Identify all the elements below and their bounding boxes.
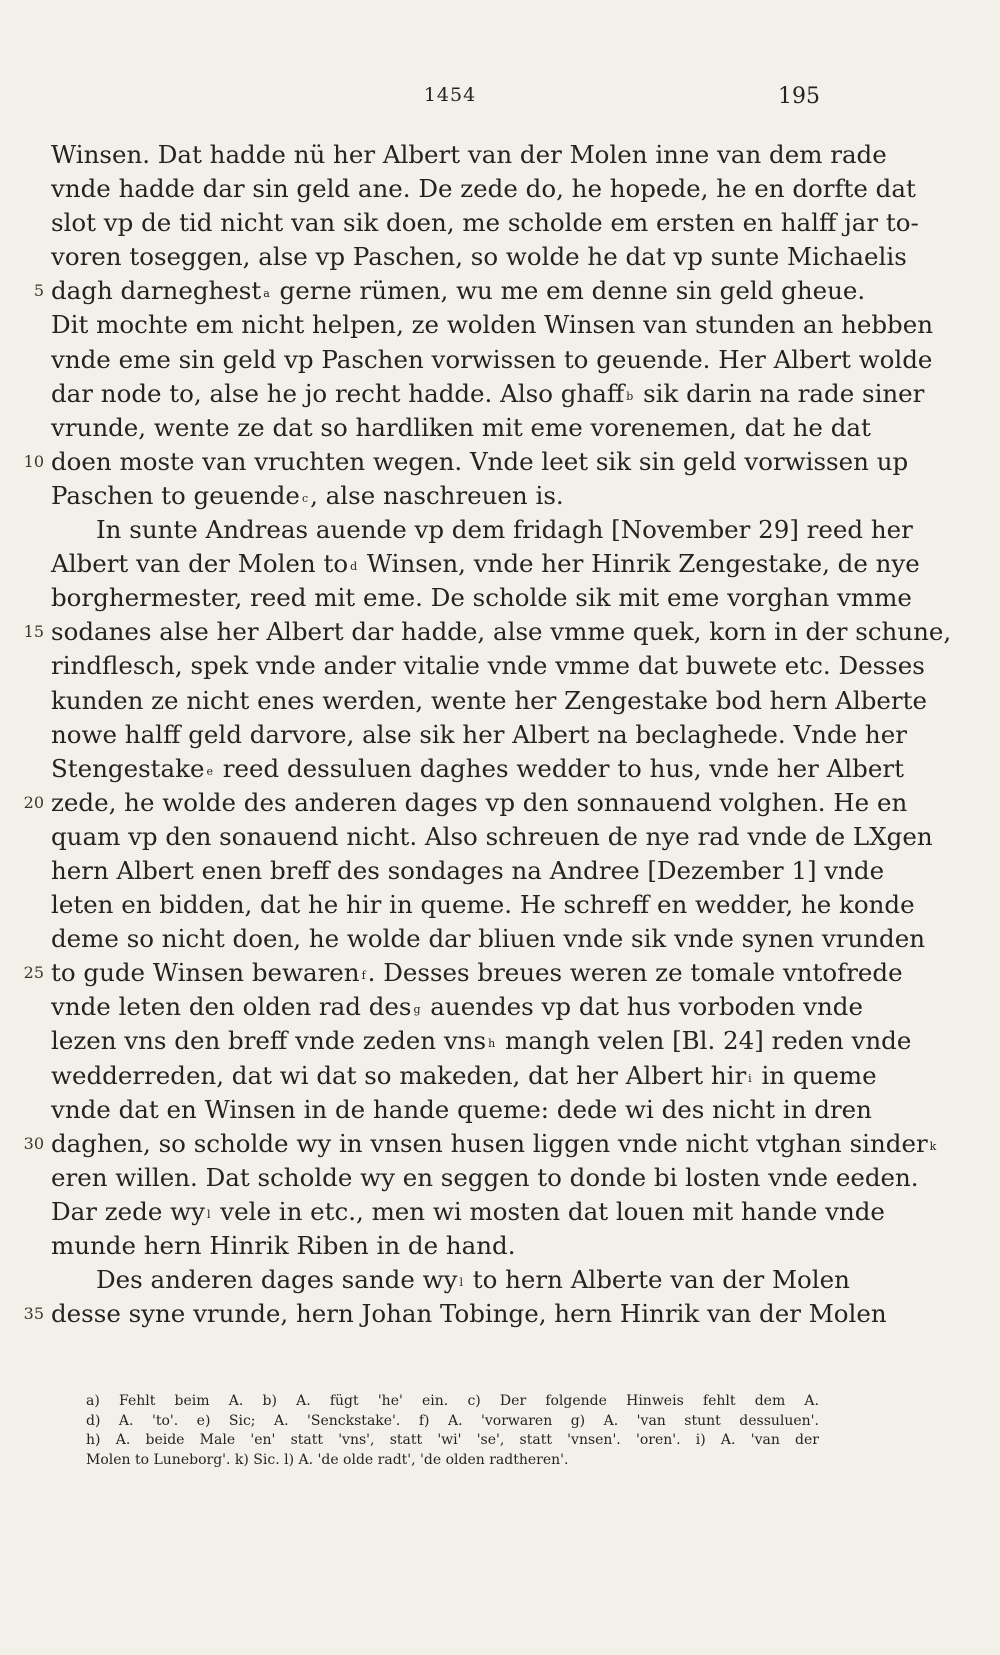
footnote-text: Molen to Luneborg'. k) Sic. l) A. 'de olde radt', 'de olden radtheren'.	[86, 1451, 569, 1468]
footnote-line	[0, 1412, 1000, 1432]
text-line	[0, 377, 1000, 411]
text-line	[0, 240, 1000, 274]
text-segment: lezen vns den breff vnde zeden vns	[51, 1026, 487, 1056]
text-segment: Stengestake	[51, 753, 205, 783]
line-number: 30	[23, 1133, 44, 1153]
text-segment: dar node to, alse he jo recht hadde. Also ghaff	[51, 378, 625, 408]
text-line	[0, 922, 1000, 956]
text-segment: sik darin na rade siner	[635, 378, 925, 408]
text-segment: Des anderen dages sande wy	[96, 1265, 458, 1295]
line-text	[51, 343, 933, 377]
line-text	[51, 820, 933, 854]
text-line	[0, 684, 1000, 718]
text-segment: Winsen, vnde her Hinrik Zengestake, de nye	[359, 549, 920, 579]
footnote-marker: e	[206, 764, 213, 778]
line-text	[51, 922, 925, 956]
line-text	[51, 718, 907, 752]
line-text	[51, 445, 909, 479]
line-number: 25	[23, 963, 44, 983]
footnote-text: a) Fehlt beim A. b) A. fügt 'he' ein. c) Der folgende Hinweis fehlt dem A.	[86, 1393, 819, 1409]
text-line	[0, 479, 1000, 513]
text-line	[0, 274, 1000, 308]
line-text	[51, 888, 915, 922]
text-segment: nowe halff geld darvore, alse sik her Albert na beclaghede. Vnde her	[51, 719, 907, 749]
footnote-line	[0, 1431, 1000, 1451]
text-segment: vnde hadde dar sin geld ane. De zede do, he hopede, he en dorfte dat	[51, 174, 916, 204]
text-segment: leten en bidden, dat he hir in queme. He schreff en wedder, he konde	[51, 890, 915, 920]
text-segment: to gude Winsen bewaren	[51, 958, 360, 988]
text-segment: Dit mochte em nicht helpen, ze wolden Winsen van stunden an hebben	[51, 310, 933, 340]
footnote-text: d) A. 'to'. e) Sic; A. 'Senckstake'. f) A. 'vorwaren g) A. 'van stunt dessuluen'.	[86, 1412, 819, 1429]
footnote-text: h) A. beide Male 'en' statt 'vns', statt 'wi' 'se', statt 'vnsen'. 'oren'. i) A. 'van der	[86, 1432, 819, 1448]
text-line	[0, 1024, 1000, 1058]
text-segment: desse syne vrunde, hern Johan Tobinge, hern Hinrik van der Molen	[51, 1299, 887, 1329]
text-segment: mangh velen [Bl. 24] reden vnde	[497, 1026, 912, 1056]
text-segment: wedderreden, dat wi dat so makeden, dat her Albert hir	[51, 1060, 747, 1090]
text-segment: Paschen to geuende	[51, 480, 300, 510]
line-text	[51, 1093, 872, 1127]
line-text	[51, 411, 871, 445]
footnote-line	[0, 1451, 1000, 1471]
footnote-marker: d	[350, 560, 358, 574]
text-segment: vnde eme sin geld vp Paschen vorwissen to geuende. Her Albert wolde	[51, 344, 933, 374]
line-number: 15	[23, 622, 44, 642]
text-line	[0, 206, 1000, 240]
line-text	[51, 615, 952, 649]
text-segment: munde hern Hinrik Riben in de hand.	[51, 1231, 516, 1260]
text-line	[0, 411, 1000, 445]
line-text	[51, 854, 885, 888]
line-text	[51, 172, 916, 206]
footnote-marker: g	[413, 1003, 421, 1017]
line-number: 35	[23, 1304, 44, 1324]
text-segment: vnde dat en Winsen in de hande queme: dede wi des nicht in dren	[51, 1094, 872, 1124]
text-segment: , alse naschreuen is.	[310, 480, 564, 510]
text-line	[0, 172, 1000, 206]
line-text	[51, 786, 908, 820]
text-line	[0, 1059, 1000, 1093]
text-segment: Winsen. Dat hadde nü her Albert van der Molen inne van dem rade	[51, 140, 887, 169]
text-line	[0, 1195, 1000, 1229]
text-line	[0, 138, 1000, 172]
text-line	[0, 615, 1000, 649]
footnote-line	[0, 1392, 1000, 1412]
footnote-marker: l	[206, 1207, 211, 1221]
text-line	[0, 1161, 1000, 1195]
text-segment: to hern Alberte van der Molen	[464, 1265, 850, 1295]
text-line	[0, 1127, 1000, 1161]
header-year: 1454	[423, 84, 477, 106]
main-text	[0, 138, 1000, 1331]
text-segment: . Desses breues weren ze tomale vntofrede	[367, 958, 903, 988]
text-line	[0, 956, 1000, 990]
line-text	[51, 308, 933, 342]
footnote-marker: l	[459, 1276, 463, 1290]
text-segment: kunden ze nicht enes werden, wente her Zengestake bod hern Alberte	[51, 685, 927, 715]
line-text	[51, 684, 927, 718]
text-line	[0, 547, 1000, 581]
line-number: 10	[23, 451, 44, 471]
text-segment: vnde leten den olden rad des	[51, 992, 412, 1022]
text-line	[0, 308, 1000, 342]
text-line	[0, 581, 1000, 615]
footnotes	[0, 1392, 1000, 1470]
text-line	[0, 752, 1000, 786]
text-segment: vrunde, wente ze dat so hardliken mit eme vorenemen, dat he dat	[51, 412, 871, 442]
text-segment: eren willen. Dat scholde wy en seggen to donde bi losten vnde eeden.	[51, 1162, 919, 1192]
text-line	[0, 786, 1000, 820]
text-line	[0, 888, 1000, 922]
text-segment: dagh darneghest	[51, 276, 262, 306]
footnote-marker: i	[748, 1071, 752, 1085]
footnote-marker: h	[488, 1037, 496, 1051]
text-segment: Albert van der Molen to	[51, 549, 349, 579]
text-segment: doen moste van vruchten wegen. Vnde leet sik sin geld vorwissen up	[51, 446, 909, 476]
line-text	[51, 1161, 919, 1195]
line-text	[51, 206, 919, 240]
line-text	[51, 240, 907, 274]
text-line	[0, 854, 1000, 888]
text-line	[0, 1093, 1000, 1127]
line-text	[51, 581, 912, 615]
text-line	[0, 990, 1000, 1024]
text-segment: rindflesch, spek vnde ander vitalie vnde vmme dat buwete etc. Desses	[51, 651, 925, 681]
text-segment: borghermester, reed mit eme. De scholde sik mit eme vorghan vmme	[51, 583, 912, 613]
text-line	[0, 1263, 1000, 1297]
text-segment: auendes vp dat hus vorboden vnde	[422, 992, 863, 1022]
text-segment: sodanes alse her Albert dar hadde, alse vmme quek, korn in der schune,	[51, 617, 952, 647]
text-line	[0, 1229, 1000, 1263]
text-line	[0, 445, 1000, 479]
text-line	[0, 820, 1000, 854]
text-segment: quam vp den sonauend nicht. Also schreuen de nye rad vnde de LXgen	[51, 821, 933, 851]
footnote-marker: f	[361, 969, 366, 983]
text-segment: hern Albert enen breff des sondages na Andree [Dezember 1] vnde	[51, 855, 885, 885]
text-segment: in queme	[753, 1060, 877, 1090]
footnote-marker: k	[929, 1139, 937, 1153]
line-text	[51, 1229, 819, 1263]
footnote-marker: a	[263, 287, 270, 301]
text-line	[0, 718, 1000, 752]
text-line	[0, 649, 1000, 683]
line-text	[96, 513, 913, 547]
line-text	[51, 138, 887, 172]
text-line	[0, 343, 1000, 377]
line-number: 20	[23, 792, 44, 812]
line-text	[51, 1297, 887, 1331]
text-segment: deme so nicht doen, he wolde dar bliuen vnde sik vnde synen vrunden	[51, 924, 925, 954]
text-segment: slot vp de tid nicht van sik doen, me scholde em ersten en halff jar to-	[51, 208, 919, 238]
text-segment: zede, he wolde des anderen dages vp den sonnauend volghen. He en	[51, 787, 908, 817]
text-segment: gerne rümen, wu me em denne sin geld gheue.	[271, 276, 866, 306]
text-line	[0, 1297, 1000, 1331]
footnote-marker: c	[301, 491, 309, 505]
text-segment: Dar zede wy	[51, 1196, 205, 1226]
text-line	[0, 513, 1000, 547]
text-segment: In sunte Andreas auende vp dem fridagh [November 29] reed her	[96, 515, 913, 545]
text-segment: voren tosеggen, alse vp Paschen, so wolde he dat vp sunte Michaelis	[51, 242, 907, 272]
page-number: 195	[778, 84, 820, 109]
footnote-marker: b	[626, 389, 634, 403]
text-segment: daghen, so scholde wy in vnsen husen liggen vnde nicht vtghan sinder	[51, 1128, 928, 1158]
line-text	[51, 649, 925, 683]
text-segment: reed dessuluen daghes wedder to hus, vnde her Albert	[214, 753, 904, 783]
line-number: 5	[33, 281, 44, 301]
text-segment: vele in etc., men wi mosten dat louen mit hande vnde	[212, 1196, 885, 1226]
